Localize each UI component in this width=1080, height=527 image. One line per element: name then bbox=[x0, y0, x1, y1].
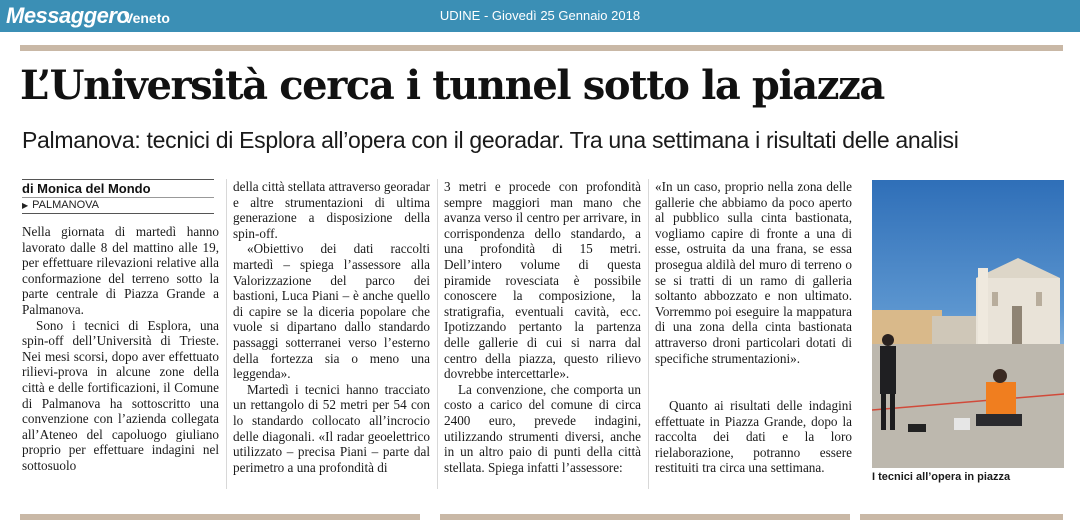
masthead-bar bbox=[0, 0, 1080, 32]
cathedral-pediment bbox=[976, 258, 1060, 278]
paragraph: «Obiettivo dei dati raccolti martedì – spiega l’assessore alla Valorizzazione del parco dei bastioni, Luca Piani – è anche quello di capire se la diceria popolare che vuole si dipartano dallo standardo passaggi sotterranei verso l’esterno della fortezza sia o meno una leggenda». bbox=[233, 241, 430, 382]
paragraph: Quanto ai risultati delle indagini effettuate in Piazza Grande, dopo la raccolta dei dati e la loro rielaborazione, potranno essere restituiti tra circa una settimana. bbox=[655, 398, 852, 476]
bottom-rule bbox=[860, 514, 1063, 520]
georadar-equipment bbox=[954, 418, 970, 430]
triangle-icon: ▶ bbox=[22, 201, 29, 210]
paragraph: Nella giornata di martedì hanno lavorato dalle 8 del mattino alle 19, per effettuare rilevazioni relative alla conformazione del terreno sotto la parte centrale di Piazza Grande a Palmanova. bbox=[22, 224, 219, 317]
bell-tower bbox=[978, 268, 988, 344]
newspaper-logo: Messaggero bbox=[6, 3, 130, 28]
paragraph: 3 metri e procede con profondità sempre maggiori man mano che avanza verso il centro per arrivare, in corrispondenza dello standardo, a una profondità di 15 metri. Dell’intero volume di questa piramide rovesciata è possibile conoscere la composizione, la stratigrafia, eventuali cavità, ecc. Ipotizzando pertanto la partenza delle gallerie di cui si narra dal centro della piazza, questo rilievo dovrebbe intercettarle». bbox=[444, 179, 641, 382]
headline: L’Università cerca i tunnel sotto la piazza bbox=[20, 62, 884, 109]
bottom-rule bbox=[20, 514, 420, 520]
article-column-4 bbox=[655, 179, 852, 366]
paragraph: Martedì i tecnici hanno tracciato un rettangolo di 52 metri per 54 con lo standardo collocato all’incrocio delle diagonali. «Il radar geoelettrico utilizzato – precisa Piani – parte dal perimetro a una profondità di bbox=[233, 381, 430, 475]
paragraph: «In un caso, proprio nella zona delle gallerie che abbiamo da poco aperto al pubblico sulla cinta bastionata, vogliamo capire di fronte a una di esse, ostruita da una frana, se essa prosegua aldilà del muro di terreno o se si tratti di un ramo di galleria soltanto abbozzato e non ultimato. Vorremmo poi eseguire la mappatura di una zona della cinta bastionata attraverso droni particolari dotati di specifiche strumentazioni». bbox=[655, 179, 852, 366]
paragraph: della città stellata attraverso georadar e altre strumentazioni di ultima generazione a disposizione della spin-off. bbox=[233, 179, 430, 241]
paragraph: Sono i tecnici di Esplora, una spin-off dell’Università di Trieste. Nei mesi scorsi, dopo aver effettuato rilievi-prova in alcune zone della città e delle fortificazioni, il Comune di Palmanova ha sottoscritto una convenzione con l’azienda collegata all’Ateneo del capoluogo giuliano proprio per effettuare indagini nel sottosuolo bbox=[22, 317, 219, 473]
article-column-4-end bbox=[655, 398, 852, 476]
photo-caption: I tecnici all’opera in piazza bbox=[872, 471, 1011, 483]
paragraph: La convenzione, che comporta un costo a carico del comune di circa 2400 euro, prevede indagini, utilizzando strumenti diversi, anche in un altro paio di punti della città stellata. Spiega infatti l’assessore: bbox=[444, 381, 641, 475]
technician-standing bbox=[880, 346, 896, 394]
edition-name: Veneto bbox=[124, 10, 170, 26]
piazza-ground bbox=[872, 344, 1064, 468]
column-divider bbox=[226, 179, 227, 489]
column-divider bbox=[648, 179, 649, 489]
article-column-2 bbox=[233, 179, 430, 475]
cathedral-door bbox=[1012, 306, 1022, 344]
piazza-photo-illustration bbox=[872, 180, 1064, 468]
article-column-1 bbox=[22, 224, 219, 474]
technician-kneeling bbox=[986, 382, 1016, 416]
bottom-rule bbox=[440, 514, 850, 520]
article-photo bbox=[872, 180, 1064, 468]
article-column-3 bbox=[444, 179, 641, 475]
subheadline: Palmanova: tecnici di Esplora all’opera con il georadar. Tra una settimana i risultati delle analisi bbox=[22, 127, 959, 153]
column-divider bbox=[437, 179, 438, 489]
byline-box bbox=[22, 179, 214, 214]
location-line bbox=[22, 197, 214, 213]
byline: di Monica del Mondo bbox=[22, 181, 151, 196]
dateline: UDINE - Giovedì 25 Gennaio 2018 bbox=[439, 8, 641, 23]
top-rule bbox=[20, 45, 1063, 51]
location-label: PALMANOVA bbox=[32, 199, 99, 211]
